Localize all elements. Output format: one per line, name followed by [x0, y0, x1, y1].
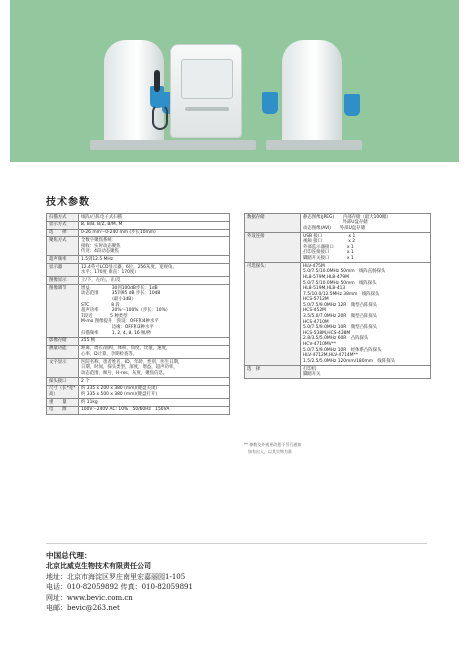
- spec-row: [47, 229, 230, 237]
- spec-row: [245, 232, 431, 262]
- spec-value: 1.5到12.5 MHz: [79, 256, 230, 264]
- spec-key: 扫描方式: [47, 214, 79, 222]
- device-front-view: [160, 44, 260, 154]
- spec-value: 全数字聚焦系统： 接收：实时动态聚焦 传送：4段动态聚焦: [79, 237, 230, 256]
- spec-table-left: [46, 213, 230, 415]
- spec-value: USB 接口 x 1 视频 接口 x 2 外部监示器接口 x 1 打印连接接口 x 1 脚踏开关接口 x 1: [301, 232, 431, 262]
- spec-value: 100V～240V AC: 10% 50/60Hz 150VA: [79, 406, 230, 414]
- spec-row: [245, 366, 431, 379]
- spec-key: 显示器: [47, 264, 79, 277]
- spec-row: [47, 221, 230, 229]
- spec-table-right: [244, 213, 431, 379]
- spec-key: 数据存储: [245, 214, 301, 233]
- spec-value: B, B/B, B/Z, B/M, M: [79, 221, 230, 229]
- spec-key: 影像存储: [47, 337, 79, 345]
- spec-key: 重 量: [47, 399, 79, 407]
- company-name: 北京比威克生物技术有限责任公司: [46, 562, 151, 571]
- contact-website[interactable]: 网址：www.bevic.com.cn: [46, 593, 133, 602]
- contact-phone: 电话：010-82059892 传真：010-82059891: [46, 583, 193, 592]
- spec-key: 图像调节: [47, 285, 79, 338]
- contact-email[interactable]: 电邮：bevic@263.net: [46, 604, 120, 613]
- spec-key: 测量功能: [47, 345, 79, 358]
- spec-row: [47, 345, 230, 358]
- spec-value: 约 11kg: [79, 399, 230, 407]
- footnote: ** 参数及外观更改恕不另行通知 如有出入，以其实物为准: [244, 442, 302, 454]
- spec-value: 2 个: [79, 377, 230, 385]
- spec-row: [47, 358, 230, 377]
- spec-row: [47, 264, 230, 277]
- spec-value: 距离，周长/面积，体积，角度，比值，速度， 心率，D计算，孕期检查等。: [79, 345, 230, 358]
- section-title: 技术参数: [46, 197, 90, 208]
- spec-row: [47, 337, 230, 345]
- spec-row: [47, 256, 230, 264]
- spec-key: 可选探头：: [245, 263, 301, 366]
- spec-row: [47, 214, 230, 222]
- spec-key: 电 源: [47, 406, 79, 414]
- spec-value: HLV-475M 5.0/7.5/10.0MHz 50mm 线阵直肠探头 HL8-579M,HL8-479M 5.0/7.5/10.0MHz 50mm 线阵探头 HL8-519M,HL8-413 7.5/10.0/12.5MHz 38mm 线阵探头 HCS-5712M 5.0/7.5/9.0MHz 12R 微型凸阵探头 HCS-452M 3.5/5.0/7.0MHz 20R 微型凸阵探头 HCS-4710M 5.0/7.5/9.0MHz 10R 微型凸阵探头 HCS-538M,HCS-438M 2.8/3.5/5.0MHz 60R 凸阵探头 HCV-4710MV** 5.0/7.5/9.0MHz 10R 经体系凸阵探头 HLV-4712M,HLV-4714M** 1.5/2.5/5.0MHz 120mm/180mm 线阵探头: [301, 263, 431, 366]
- spec-value: 0-26 mm～0-240 mm (步长10mm): [79, 229, 230, 237]
- device-side-view-right: [260, 40, 370, 150]
- spec-value: 约 335 x 200 x 380 (mm)(键盘关闭) 约 335 x 500 x 380 (mm)(键盘打开): [79, 385, 230, 398]
- spec-row: [47, 399, 230, 407]
- spec-value: 增益 30到100dB步长：1dB 动态范围 35到95 dB 步长：10dB （最小1dB） STC 8 段 超声功率 20%～100%（步长：10%） 7段近 5 种类型 M-mo 图像提升 预设：OFF和4种水平 边缘：OFF和3种水平 扫描频率 1, 2, 4, 8, 16 帧/秒: [79, 285, 230, 338]
- spec-key: 选 择: [245, 366, 301, 379]
- divider: [46, 543, 427, 544]
- spec-key: 超声频率: [47, 256, 79, 264]
- spec-key: 聚焦方式: [47, 237, 79, 256]
- spec-key: 显示方式: [47, 221, 79, 229]
- contact-title: 中国总代理：: [46, 551, 92, 560]
- probe-holder-icon: [344, 94, 360, 116]
- spec-value: 打印机 脚踏开关: [301, 366, 431, 379]
- spec-row: [47, 285, 230, 338]
- spec-value: 12.4英寸LCD显示器，6位，256灰度，宽视角， 水平：170度 垂直：170度）: [79, 264, 230, 277]
- spec-value: 静态图像(JPEG) 内部存储（最大100幅） 外部U盘存储 动态图像(AVI) 外部U盘存储: [301, 214, 431, 233]
- spec-row: [245, 263, 431, 366]
- contact-block: [46, 551, 376, 613]
- spec-row: [47, 277, 230, 285]
- spec-row: [245, 214, 431, 233]
- product-photo-banner: [10, 0, 459, 162]
- spec-key: 图像显示: [47, 277, 79, 285]
- spec-key: 外设连接: [245, 232, 301, 262]
- contact-address: 地址：北京市海淀区罗庄南里宏嘉丽园1-105: [46, 572, 186, 581]
- spec-value: 上/下，左/右，正/反: [79, 277, 230, 285]
- probe-holder-icon: [262, 92, 278, 114]
- spec-key: 尺寸（长*宽*高）: [47, 385, 79, 398]
- spec-value: 线阵/凸阵电子式扫描: [79, 214, 230, 222]
- spec-value: 医院名称，患者姓名，ID，年龄，性别，医生日期， 日期，时间，探头类型，深度，增益，超声功率， 动态范围，帧号，H-res，灰度，聚焦信息。: [79, 358, 230, 377]
- spec-key: 探头接口: [47, 377, 79, 385]
- spec-key: 选 择: [47, 229, 79, 237]
- spec-value: 255 帧: [79, 337, 230, 345]
- spec-key: 文字显示: [47, 358, 79, 377]
- spec-row: [47, 377, 230, 385]
- spec-row: [47, 385, 230, 398]
- spec-row: [47, 237, 230, 256]
- spec-row: [47, 406, 230, 414]
